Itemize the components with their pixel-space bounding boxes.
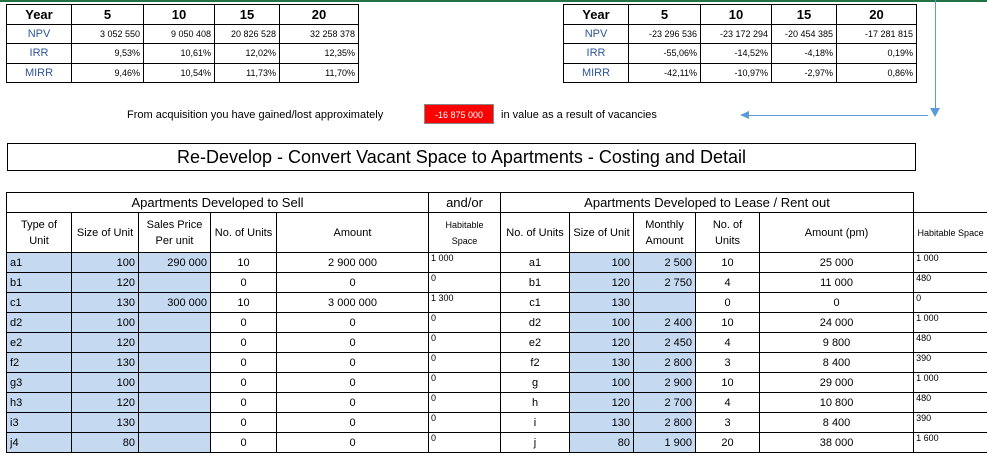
monthly-amount-cell[interactable]: 2 700	[634, 393, 696, 413]
size-cell[interactable]: 100	[72, 253, 139, 273]
lease-size-cell[interactable]: 100	[570, 253, 634, 273]
summary-value-cell[interactable]: 0,19%	[837, 44, 917, 64]
summary-value-cell[interactable]: 10,61%	[144, 44, 215, 64]
acquisition-value-cell[interactable]: -16 875 000	[424, 104, 494, 124]
table-row	[7, 433, 987, 453]
summary-metric-label: IRR	[7, 44, 72, 64]
type-cell[interactable]: a1	[7, 253, 72, 273]
summary-value-cell[interactable]: 9,53%	[72, 44, 144, 64]
lease-type-cell[interactable]: d2	[501, 313, 570, 333]
amount-cell[interactable]: 0	[277, 433, 429, 453]
amount-cell[interactable]: 0	[277, 393, 429, 413]
section-title: Re-Develop - Convert Vacant Space to Apartments - Costing and Detail	[7, 143, 916, 171]
sales-price-cell[interactable]: 300 000	[139, 293, 211, 313]
lease-type-cell[interactable]: c1	[501, 293, 570, 313]
col-lease-units: No. of Units	[696, 213, 760, 253]
amount-cell[interactable]: 0	[277, 333, 429, 353]
col-amount-pm: Amount (pm)	[760, 213, 914, 253]
summary-row	[7, 44, 359, 64]
amount-pm-cell[interactable]: 24 000	[760, 313, 914, 333]
lease-habitable-cell[interactable]: 480	[914, 273, 987, 293]
size-cell[interactable]: 120	[72, 273, 139, 293]
summary-value-cell[interactable]: -42,11%	[629, 63, 701, 83]
lease-size-cell[interactable]: 100	[570, 373, 634, 393]
summary-value-cell[interactable]: -23 296 536	[629, 24, 701, 44]
lease-size-cell[interactable]: 120	[570, 333, 634, 353]
habitable-cell[interactable]: 1 000	[429, 253, 501, 273]
summary-year-label: Year	[564, 5, 629, 25]
amount-cell[interactable]: 0	[277, 313, 429, 333]
lease-habitable-cell[interactable]: 1 000	[914, 253, 987, 273]
lease-units-cell[interactable]: 10	[696, 313, 760, 333]
lease-size-cell[interactable]: 80	[570, 433, 634, 453]
arrow-connector-line	[935, 0, 936, 112]
lease-size-cell[interactable]: 100	[570, 313, 634, 333]
table-row	[7, 333, 987, 353]
lease-type-cell[interactable]: a1	[501, 253, 570, 273]
col-size-of-unit: Size of Unit	[72, 213, 139, 253]
type-cell[interactable]: f2	[7, 353, 72, 373]
type-cell[interactable]: g3	[7, 373, 72, 393]
group-header-sell: Apartments Developed to Sell	[7, 193, 429, 213]
acquisition-prefix: From acquisition you have gained/lost approximately	[127, 109, 384, 121]
type-cell[interactable]: c1	[7, 293, 72, 313]
lease-type-cell[interactable]: j	[501, 433, 570, 453]
amount-pm-cell[interactable]: 25 000	[760, 253, 914, 273]
amount-pm-cell[interactable]: 38 000	[760, 433, 914, 453]
lease-size-cell[interactable]: 120	[570, 393, 634, 413]
summary-year-header: 20	[837, 5, 917, 25]
sales-price-cell[interactable]: 290 000	[139, 253, 211, 273]
summary-row	[564, 44, 917, 64]
acquisition-suffix: in value as a result of vacancies	[501, 109, 657, 121]
lease-size-cell[interactable]: 130	[570, 413, 634, 433]
amount-cell[interactable]: 0	[277, 373, 429, 393]
sales-price-cell[interactable]	[139, 373, 211, 393]
habitable-cell[interactable]: 0	[429, 333, 501, 353]
summary-value-cell[interactable]: 11,70%	[280, 63, 359, 83]
sales-price-cell[interactable]	[139, 413, 211, 433]
summary-row	[564, 63, 917, 83]
size-cell[interactable]: 120	[72, 333, 139, 353]
summary-value-cell[interactable]: -55,06%	[629, 44, 701, 64]
units-cell[interactable]: 0	[211, 373, 277, 393]
left-summary-table	[6, 4, 359, 83]
monthly-amount-cell[interactable]: 2 450	[634, 333, 696, 353]
col-lease-no-of-units: No. of Units	[501, 213, 570, 253]
units-cell[interactable]: 10	[211, 253, 277, 273]
sales-price-cell[interactable]	[139, 313, 211, 333]
lease-type-cell[interactable]: b1	[501, 273, 570, 293]
units-cell[interactable]: 0	[211, 353, 277, 373]
lease-size-cell[interactable]: 130	[570, 353, 634, 373]
summary-year-header: 10	[701, 5, 772, 25]
summary-metric-label: NPV	[7, 24, 72, 44]
units-cell[interactable]: 0	[211, 413, 277, 433]
amount-pm-cell[interactable]: 8 400	[760, 353, 914, 373]
table-row	[7, 413, 987, 433]
units-cell[interactable]: 0	[211, 433, 277, 453]
amount-cell[interactable]: 0	[277, 353, 429, 373]
type-cell[interactable]: j4	[7, 433, 72, 453]
sheet-top-border	[0, 0, 987, 2]
lease-type-cell[interactable]: g	[501, 373, 570, 393]
units-cell[interactable]: 0	[211, 393, 277, 413]
size-cell[interactable]: 130	[72, 353, 139, 373]
lease-units-cell[interactable]: 4	[696, 393, 760, 413]
amount-cell[interactable]: 2 900 000	[277, 253, 429, 273]
monthly-amount-cell[interactable]	[634, 293, 696, 313]
summary-value-cell[interactable]: 3 052 550	[72, 24, 144, 44]
habitable-cell[interactable]: 0	[429, 393, 501, 413]
units-cell[interactable]: 0	[211, 313, 277, 333]
group-header-andor: and/or	[429, 193, 501, 213]
lease-units-cell[interactable]: 20	[696, 433, 760, 453]
table-row	[7, 353, 987, 373]
summary-year-header: 20	[280, 5, 359, 25]
type-cell[interactable]: i3	[7, 413, 72, 433]
summary-header-row	[7, 5, 359, 25]
lease-habitable-cell[interactable]: 1 000	[914, 313, 987, 333]
col-no-of-units: No. of Units	[211, 213, 277, 253]
monthly-amount-cell[interactable]: 2 750	[634, 273, 696, 293]
monthly-amount-cell[interactable]: 2 800	[634, 353, 696, 373]
lease-type-cell[interactable]: e2	[501, 333, 570, 353]
table-row	[7, 253, 987, 273]
monthly-amount-cell[interactable]: 2 800	[634, 413, 696, 433]
lease-size-cell[interactable]: 120	[570, 273, 634, 293]
amount-pm-cell[interactable]: 0	[760, 293, 914, 313]
size-cell[interactable]: 130	[72, 293, 139, 313]
col-habitable-space: Habitable Space	[429, 213, 501, 253]
summary-year-header: 15	[215, 5, 280, 25]
col-monthly-amount: Monthly Amount	[634, 213, 696, 253]
summary-value-cell[interactable]: -4,18%	[772, 44, 837, 64]
summary-value-cell[interactable]: 20 826 528	[215, 24, 280, 44]
monthly-amount-cell[interactable]: 1 900	[634, 433, 696, 453]
summary-value-cell[interactable]: -17 281 815	[837, 24, 917, 44]
apartments-table	[6, 192, 987, 453]
summary-metric-label: MIRR	[564, 63, 629, 83]
right-summary-table	[563, 4, 917, 83]
amount-pm-cell[interactable]: 11 000	[760, 273, 914, 293]
size-cell[interactable]: 100	[72, 313, 139, 333]
amount-cell[interactable]: 0	[277, 273, 429, 293]
amount-cell[interactable]: 0	[277, 413, 429, 433]
col-lease-habitable-space: Habitable Space	[914, 213, 987, 253]
table-row	[7, 313, 987, 333]
summary-year-header: 5	[629, 5, 701, 25]
table-row	[7, 273, 987, 293]
summary-value-cell[interactable]: -14,52%	[701, 44, 772, 64]
type-cell[interactable]: d2	[7, 313, 72, 333]
lease-habitable-cell[interactable]: 390	[914, 413, 987, 433]
summary-header-row	[564, 5, 917, 25]
table-row	[7, 373, 987, 393]
sales-price-cell[interactable]	[139, 393, 211, 413]
size-cell[interactable]: 130	[72, 413, 139, 433]
summary-value-cell[interactable]: -23 172 294	[701, 24, 772, 44]
size-cell[interactable]: 80	[72, 433, 139, 453]
summary-year-label: Year	[7, 5, 72, 25]
table-row	[7, 293, 987, 313]
lease-units-cell[interactable]: 3	[696, 413, 760, 433]
habitable-cell[interactable]: 0	[429, 273, 501, 293]
sales-price-cell[interactable]	[139, 353, 211, 373]
summary-value-cell[interactable]: 11,73%	[215, 63, 280, 83]
units-cell[interactable]: 0	[211, 333, 277, 353]
summary-year-header: 5	[72, 5, 144, 25]
units-cell[interactable]: 10	[211, 293, 277, 313]
units-cell[interactable]: 0	[211, 273, 277, 293]
summary-value-cell[interactable]: 10,54%	[144, 63, 215, 83]
table-row	[7, 393, 987, 413]
summary-row	[564, 24, 917, 44]
lease-habitable-cell[interactable]: 0	[914, 293, 987, 313]
lease-type-cell[interactable]: i	[501, 413, 570, 433]
lease-habitable-cell[interactable]: 390	[914, 353, 987, 373]
amount-pm-cell[interactable]: 8 400	[760, 413, 914, 433]
lease-size-cell[interactable]: 130	[570, 293, 634, 313]
size-cell[interactable]: 100	[72, 373, 139, 393]
col-amount: Amount	[277, 213, 429, 253]
summary-metric-label: NPV	[564, 24, 629, 44]
summary-value-cell[interactable]: 9,46%	[72, 63, 144, 83]
lease-units-cell[interactable]: 4	[696, 273, 760, 293]
habitable-cell[interactable]: 0	[429, 353, 501, 373]
col-lease-size-of-unit: Size of Unit	[570, 213, 634, 253]
habitable-cell[interactable]: 0	[429, 313, 501, 333]
lease-type-cell[interactable]: f2	[501, 353, 570, 373]
lease-units-cell[interactable]: 10	[696, 253, 760, 273]
lease-habitable-cell[interactable]: 1 000	[914, 373, 987, 393]
lease-units-cell[interactable]: 3	[696, 353, 760, 373]
summary-value-cell[interactable]: 32 258 378	[280, 24, 359, 44]
summary-value-cell[interactable]: 9 050 408	[144, 24, 215, 44]
amount-pm-cell[interactable]: 10 800	[760, 393, 914, 413]
monthly-amount-cell[interactable]: 2 500	[634, 253, 696, 273]
arrow-down-icon	[930, 108, 940, 117]
amount-pm-cell[interactable]: 29 000	[760, 373, 914, 393]
arrow-connector-horizontal	[748, 115, 928, 116]
lease-habitable-cell[interactable]: 1 600	[914, 433, 987, 453]
summary-value-cell[interactable]: 0,86%	[837, 63, 917, 83]
lease-units-cell[interactable]: 10	[696, 373, 760, 393]
type-cell[interactable]: e2	[7, 333, 72, 353]
summary-year-header: 15	[772, 5, 837, 25]
type-cell[interactable]: b1	[7, 273, 72, 293]
habitable-cell[interactable]: 0	[429, 373, 501, 393]
habitable-cell[interactable]: 1 300	[429, 293, 501, 313]
summary-row	[7, 24, 359, 44]
lease-type-cell[interactable]: h	[501, 393, 570, 413]
summary-value-cell[interactable]: -20 454 385	[772, 24, 837, 44]
col-type-of-unit: Type of Unit	[7, 213, 72, 253]
summary-value-cell[interactable]: 12,35%	[280, 44, 359, 64]
summary-value-cell[interactable]: -2,97%	[772, 63, 837, 83]
header-blank-cell	[914, 193, 987, 213]
summary-metric-label: MIRR	[7, 63, 72, 83]
lease-habitable-cell[interactable]: 480	[914, 333, 987, 353]
sales-price-cell[interactable]	[139, 433, 211, 453]
lease-units-cell[interactable]: 4	[696, 333, 760, 353]
summary-metric-label: IRR	[564, 44, 629, 64]
group-header-lease: Apartments Developed to Lease / Rent out	[501, 193, 914, 213]
lease-units-cell[interactable]: 0	[696, 293, 760, 313]
summary-year-header: 10	[144, 5, 215, 25]
type-cell[interactable]: h3	[7, 393, 72, 413]
summary-value-cell[interactable]: -10,97%	[701, 63, 772, 83]
amount-cell[interactable]: 3 000 000	[277, 293, 429, 313]
habitable-cell[interactable]: 0	[429, 413, 501, 433]
size-cell[interactable]: 120	[72, 393, 139, 413]
amount-pm-cell[interactable]: 9 800	[760, 333, 914, 353]
lease-habitable-cell[interactable]: 480	[914, 393, 987, 413]
summary-value-cell[interactable]: 12,02%	[215, 44, 280, 64]
monthly-amount-cell[interactable]: 2 400	[634, 313, 696, 333]
arrow-left-icon	[740, 111, 749, 119]
summary-row	[7, 63, 359, 83]
monthly-amount-cell[interactable]: 2 900	[634, 373, 696, 393]
sales-price-cell[interactable]	[139, 333, 211, 353]
col-sales-price: Sales Price Per unit	[139, 213, 211, 253]
sales-price-cell[interactable]	[139, 273, 211, 293]
habitable-cell[interactable]: 0	[429, 433, 501, 453]
